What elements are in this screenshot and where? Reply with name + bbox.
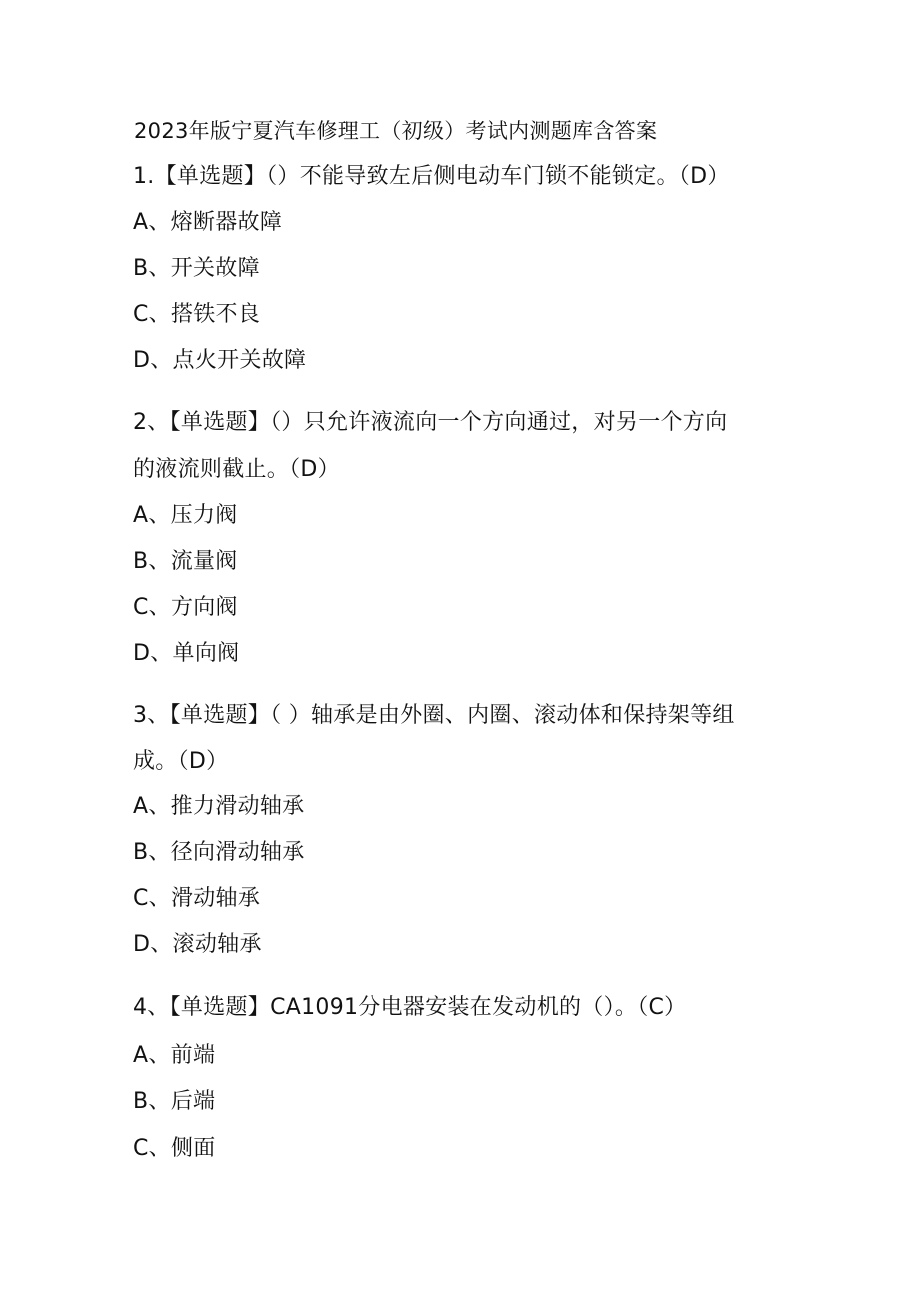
option-b: B、径向滑动轴承 — [133, 840, 305, 865]
option-d: D、滚动轴承 — [133, 932, 262, 957]
option-c: C、搭铁不良 — [133, 302, 261, 327]
document-title: 2023年版宁夏汽车修理工（初级）考试内测题库含答案 — [134, 119, 658, 143]
option-a: A、推力滑动轴承 — [133, 794, 305, 819]
option-c: C、侧面 — [133, 1136, 216, 1161]
question-stem-continued: 成。（D） — [133, 749, 229, 774]
question-stem: 4、【单选题】CA1091分电器安装在发动机的（）。（C） — [133, 995, 687, 1020]
question-stem: 1.【单选题】（）不能导致左后侧电动车门锁不能锁定。（D） — [133, 164, 730, 189]
option-c: C、滑动轴承 — [133, 886, 261, 911]
option-a: A、熔断器故障 — [133, 210, 283, 235]
option-b: B、后端 — [133, 1089, 216, 1114]
option-a: A、压力阀 — [133, 503, 238, 528]
option-d: D、单向阀 — [133, 641, 240, 666]
question-stem: 2、【单选题】（）只允许液流向一个方向通过，对另一个方向 — [133, 410, 728, 435]
option-b: B、流量阀 — [133, 549, 238, 574]
question-stem-continued: 的液流则截止。（D） — [133, 457, 340, 482]
option-c: C、方向阀 — [133, 595, 238, 620]
option-d: D、点火开关故障 — [133, 348, 307, 373]
option-a: A、前端 — [133, 1043, 216, 1068]
option-b: B、开关故障 — [133, 256, 260, 281]
question-stem: 3、【单选题】（ ）轴承是由外圈、内圈、滚动体和保持架等组 — [133, 703, 735, 728]
